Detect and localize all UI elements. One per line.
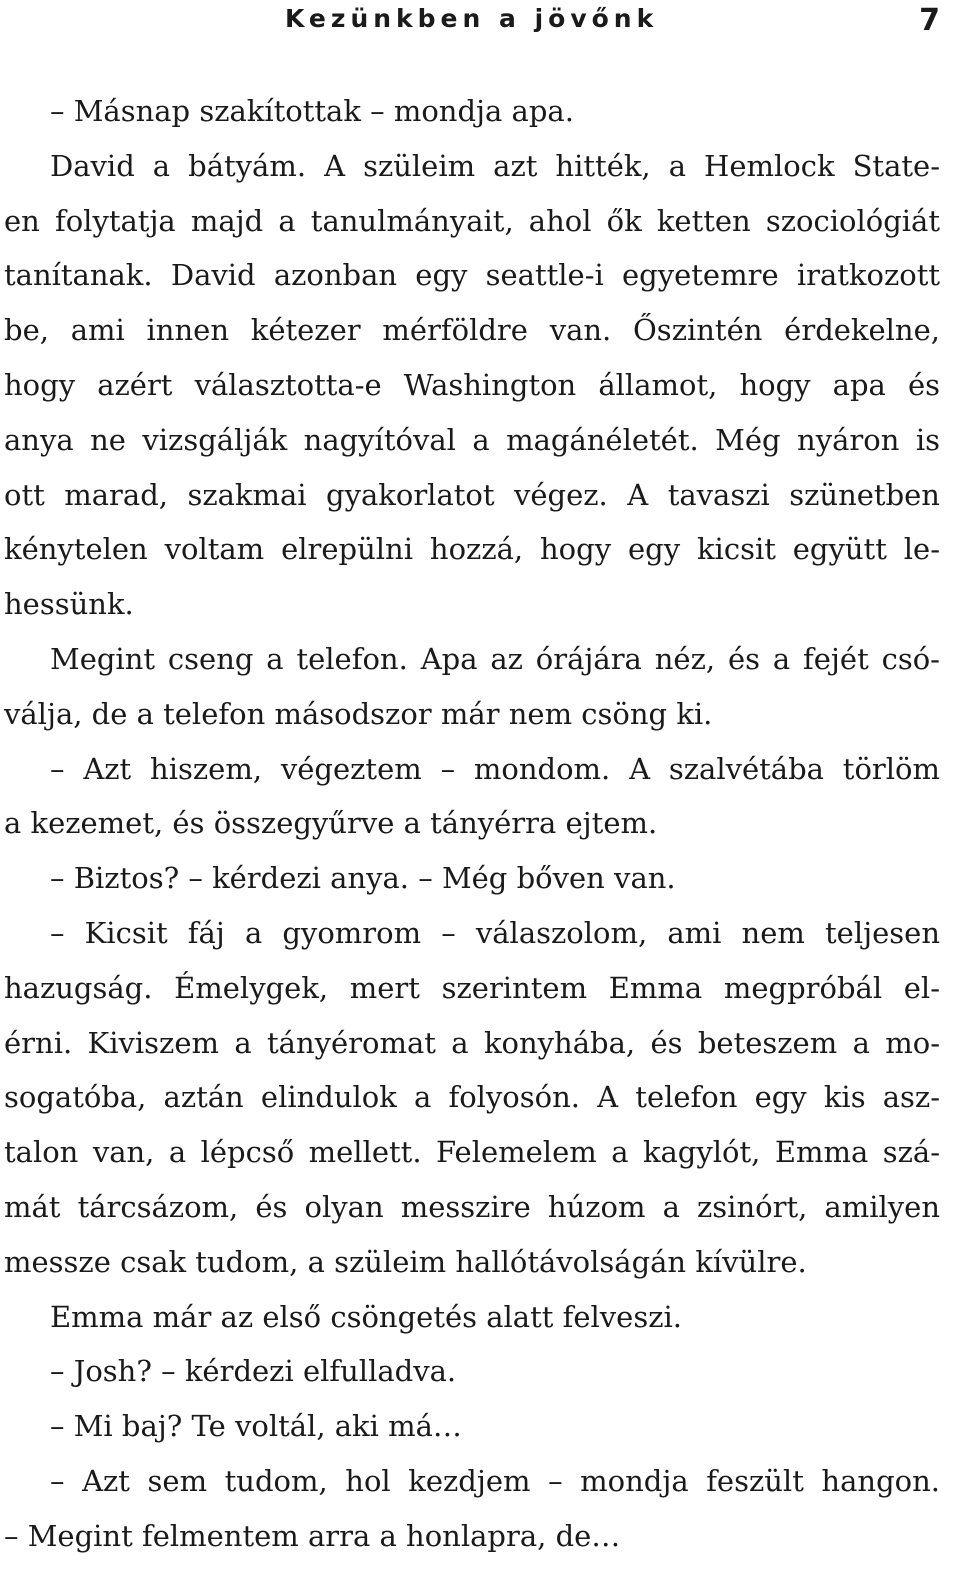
text-line: érni. Kiviszem a tányéromat a konyhába, és beteszem a mo- xyxy=(4,1025,940,1060)
text-line: – Biztos? – kérdezi anya. – Még bőven van. xyxy=(50,861,676,896)
page-number: 7 xyxy=(919,3,940,38)
text-line: tanítanak. David azonban egy seattle-i egyetemre iratkozott xyxy=(4,258,940,293)
text-line: en folytatja majd a tanulmányait, ahol ők ketten szociológiát xyxy=(4,203,940,238)
text-line: – Kicsit fáj a gyomrom – válaszolom, ami nem teljesen xyxy=(50,915,940,950)
text-line: ott marad, szakmai gyakorlatot végez. A tavaszi szünetben xyxy=(4,477,940,512)
text-line: Megint cseng a telefon. Apa az órájára néz, és a fejét csó- xyxy=(50,641,940,676)
text-line: hogy azért választotta-e Washington államot, hogy apa és xyxy=(4,367,940,402)
text-line: messze csak tudom, a szüleim hallótávolságán kívülre. xyxy=(4,1244,807,1279)
text-line: – Josh? – kérdezi elfulladva. xyxy=(50,1354,457,1389)
body-text xyxy=(4,84,940,1564)
text-line: be, ami innen kétezer mérföldre van. Őszintén érdekelne, xyxy=(4,313,940,348)
text-line: David a bátyám. A szüleim azt hitték, a Hemlock State- xyxy=(50,148,940,183)
text-line: Emma már az első csöngetés alatt felveszi. xyxy=(50,1299,682,1334)
text-line: a kezemet, és összegyűrve a tányérra ejtem. xyxy=(4,806,658,841)
text-line: – Azt sem tudom, hol kezdjem – mondja feszült hangon. xyxy=(50,1463,940,1498)
text-line: – Megint felmentem arra a honlapra, de… xyxy=(4,1518,621,1553)
text-line: hazugság. Émelygek, mert szerintem Emma megpróbál el- xyxy=(4,970,940,1005)
text-line: – Mi baj? Te voltál, aki má… xyxy=(50,1409,462,1444)
text-line: – Azt hiszem, végeztem – mondom. A szalvétába törlöm xyxy=(50,751,940,786)
text-line: kénytelen voltam elrepülni hozzá, hogy egy kicsit együtt le- xyxy=(4,532,940,567)
text-line: – Másnap szakítottak – mondja apa. xyxy=(50,94,574,128)
text-line: talon van, a lépcső mellett. Felemelem a kagylót, Emma szá- xyxy=(4,1135,940,1170)
text-line: anya ne vizsgálják nagyítóval a magánéletét. Még nyáron is xyxy=(4,422,940,457)
text-line: hessünk. xyxy=(4,587,134,622)
text-line: válja, de a telefon másodszor már nem csöng ki. xyxy=(4,696,713,731)
text-line: mát tárcsázom, és olyan messzire húzom a zsinórt, amilyen xyxy=(4,1189,940,1224)
running-title: Kezünkben a jövőnk xyxy=(285,4,659,33)
text-line: sogatóba, aztán elindulok a folyosón. A telefon egy kis asz- xyxy=(4,1080,940,1115)
